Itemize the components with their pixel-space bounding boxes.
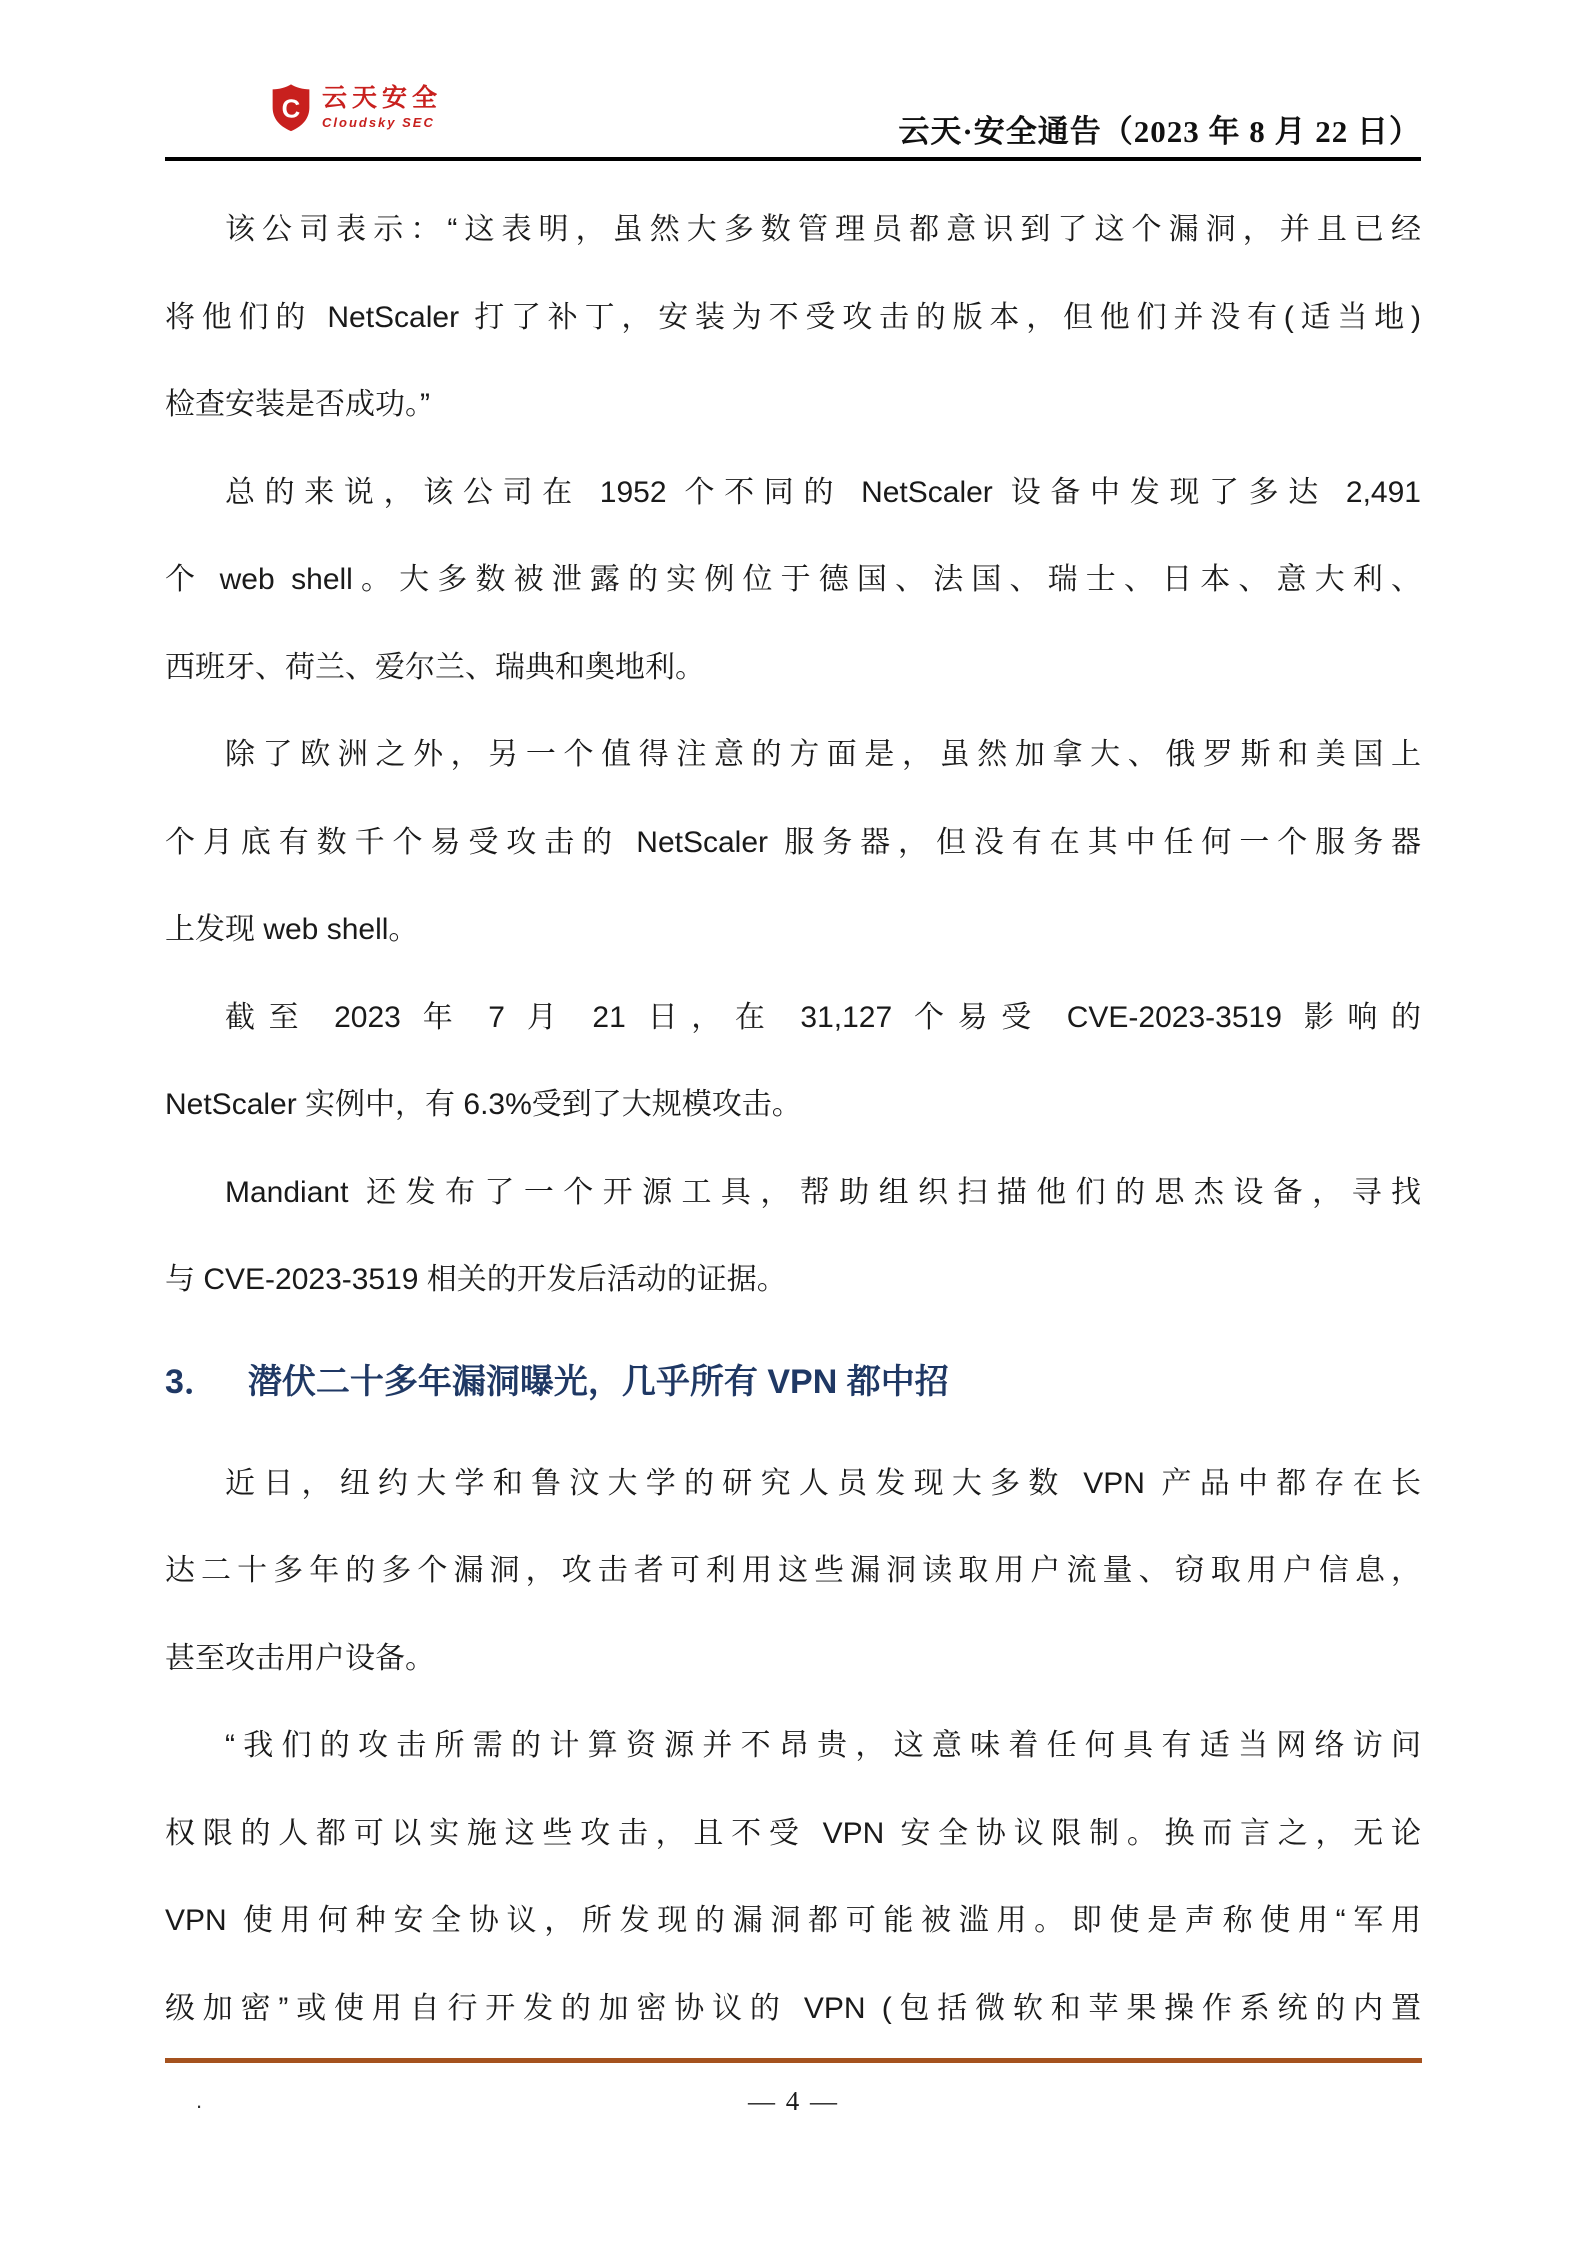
- logo-name-en: Cloudsky SEC: [322, 114, 435, 130]
- footer-rule: [165, 2058, 1422, 2063]
- paragraph: [165, 186, 1421, 449]
- paragraph: [165, 1149, 1421, 1324]
- company-logo: [270, 84, 442, 132]
- body-line: 该公司表示：“这表明，虽然大多数管理员都意识到了这个漏洞，并且已经: [225, 213, 1421, 246]
- body-line: 权限的人都可以实施这些攻击，且不受 VPN 安全协议限制。换而言之，无论: [165, 1816, 1421, 1850]
- body-line: VPN 使用何种安全协议，所发现的漏洞都可能被滥用。即使是声称使用“军用: [165, 1904, 1421, 1937]
- body-line: 级加密”或使用自行开发的加密协议的 VPN (包括微软和苹果操作系统的内置: [165, 1991, 1421, 2025]
- paragraph: [165, 711, 1421, 974]
- body-line: 个 web shell。大多数被泄露的实例位于德国、法国、瑞士、日本、意大利、: [165, 563, 1421, 596]
- page-number: — 4 —: [748, 2086, 839, 2116]
- logo-name-zh: 云天安全: [322, 84, 443, 113]
- footer-left-mark: .: [196, 2088, 203, 2113]
- body-line: 将他们的 NetScaler 打了补丁，安装为不受攻击的版本，但他们并没有(适当地): [165, 300, 1421, 334]
- body-line: 上发现 web shell。: [165, 913, 419, 946]
- body-line: 截至 2023 年 7 月 21 日，在 31,127 个易受 CVE-2023-3519 影响的: [225, 1000, 1421, 1034]
- body-line: Mandiant 还发布了一个开源工具，帮助组织扫描他们的思杰设备，寻找: [225, 1175, 1421, 1209]
- body-line: 与 CVE-2023-3519 相关的开发后活动的证据。: [165, 1263, 787, 1296]
- paragraph: [165, 449, 1421, 712]
- section-number: 3．: [165, 1362, 218, 1401]
- body-line: 检查安装是否成功。”: [165, 388, 430, 421]
- body-line: 除了欧洲之外，另一个值得注意的方面是，虽然加拿大、俄罗斯和美国上: [225, 738, 1421, 771]
- bulletin-title: 云天·安全通告（2023 年 8 月 22 日）: [898, 114, 1421, 149]
- paragraph: [165, 1702, 1421, 2052]
- body-line: 个月底有数千个易受攻击的 NetScaler 服务器，但没有在其中任何一个服务器: [165, 825, 1421, 859]
- logo-monogram: C: [281, 95, 301, 124]
- body-line: 近日，纽约大学和鲁汶大学的研究人员发现大多数 VPN 产品中都存在长: [225, 1466, 1421, 1500]
- section-title: 潜伏二十多年漏洞曝光，几乎所有 VPN 都中招: [247, 1362, 949, 1401]
- paragraph: [165, 1440, 1421, 1703]
- paragraph: [165, 974, 1421, 1149]
- body-line: 达二十多年的多个漏洞，攻击者可利用这些漏洞读取用户流量、窃取用户信息，: [165, 1554, 1421, 1587]
- body-line: 西班牙、荷兰、爱尔兰、瑞典和奥地利。: [165, 650, 705, 684]
- logo-text: [322, 85, 442, 130]
- body-line: 甚至攻击用户设备。: [165, 1641, 435, 1675]
- document-body: [165, 186, 1421, 2052]
- body-line: 总的来说，该公司在 1952 个不同的 NetScaler 设备中发现了多达 2,491: [225, 475, 1421, 509]
- body-line: “我们的攻击所需的计算资源并不昂贵，这意味着任何具有适当网络访问: [225, 1729, 1421, 1762]
- body-line: NetScaler 实例中，有 6.3%受到了大规模攻击。: [165, 1088, 802, 1121]
- section-heading: [165, 1338, 1421, 1426]
- header-rule: [165, 157, 1421, 161]
- shield-logo-icon: [270, 84, 312, 132]
